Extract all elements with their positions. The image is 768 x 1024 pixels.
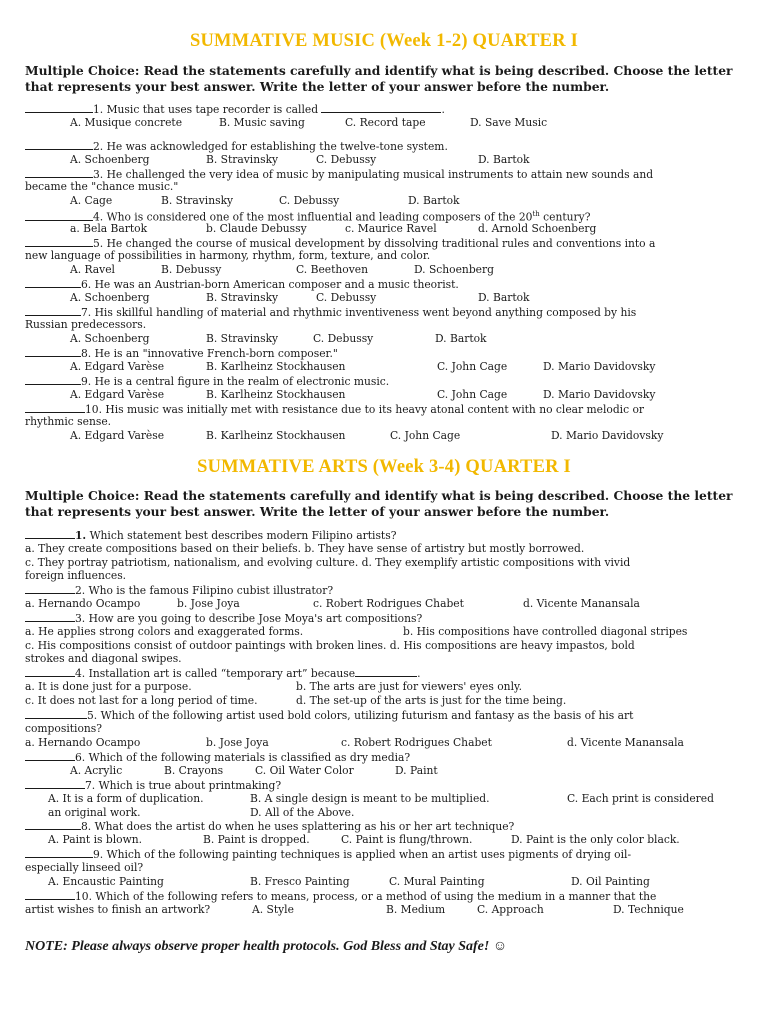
arts-q7-choice-c: C. Each print is considered bbox=[567, 792, 714, 805]
music-q10-choice-b: B. Karlheinz Stockhausen bbox=[206, 429, 346, 442]
arts-q5-line2: compositions? bbox=[25, 722, 102, 735]
arts-q1: 1. Which statement best describes modern Filipino artists? bbox=[25, 528, 396, 542]
arts-instructions: Multiple Choice: Read the statements carefully and identify what is being described. Choose the letter that represents your best answer. Write the letter of your answer before the number. bbox=[25, 488, 733, 519]
music-q5-choice-d: D. Schoenberg bbox=[414, 263, 494, 276]
music-q8-choice-d: D. Mario Davidovsky bbox=[543, 360, 656, 373]
music-q3-choice-b: B. Stravinsky bbox=[161, 194, 234, 207]
arts-q8-choice-c: C. Paint is flung/thrown. bbox=[341, 833, 473, 846]
arts-q9-choice-d: D. Oil Painting bbox=[571, 875, 650, 888]
music-q10-line2: rhythmic sense. bbox=[25, 415, 112, 428]
arts-q6-choice-b: B. Crayons bbox=[164, 764, 224, 777]
music-q6-choice-a: A. Schoenberg bbox=[70, 291, 150, 304]
arts-q8-choice-b: B. Paint is dropped. bbox=[203, 833, 310, 846]
arts-q10-choice-d: D. Technique bbox=[613, 903, 684, 916]
arts-q10-choice-a: A. Style bbox=[252, 903, 294, 916]
arts-q4: 4. Installation art is called “temporary art” because . bbox=[25, 666, 421, 680]
music-q9-choice-b: B. Karlheinz Stockhausen bbox=[206, 388, 346, 401]
arts-q2-choice-a: a. Hernando Ocampo bbox=[25, 597, 141, 610]
arts-q2-choice-b: b. Jose Joya bbox=[177, 597, 240, 610]
health-note: NOTE: Please always observe proper health protocols. God Bless and Stay Safe! ☺ bbox=[25, 939, 508, 954]
arts-q3-line4: strokes and diagonal swipes. bbox=[25, 652, 182, 665]
arts-q7-choice-a: A. It is a form of duplication. bbox=[48, 792, 204, 805]
music-q8: 8. He is an "innovative French-born composer." bbox=[25, 346, 338, 360]
music-q7-choice-a: A. Schoenberg bbox=[70, 332, 150, 345]
arts-q9-choice-b: B. Fresco Painting bbox=[250, 875, 350, 888]
music-q7-choice-c: C. Debussy bbox=[313, 332, 374, 345]
music-q5-choice-b: B. Debussy bbox=[161, 263, 222, 276]
arts-q3-line3: c. His compositions consist of outdoor paintings with broken lines. d. His compositions are heavy impastos, bold bbox=[25, 639, 635, 652]
music-q6-choice-b: B. Stravinsky bbox=[206, 291, 279, 304]
arts-q10-choice-c: C. Approach bbox=[477, 903, 544, 916]
arts-q5-choice-b: b. Jose Joya bbox=[206, 736, 269, 749]
arts-q6-choice-d: D. Paint bbox=[395, 764, 438, 777]
music-instructions: Multiple Choice: Read the statements carefully and identify what is being described. Choose the letter that represents your best answer. Write the letter of your answer before the number. bbox=[25, 63, 733, 94]
music-q9: 9. He is a central figure in the realm of electronic music. bbox=[25, 374, 389, 388]
music-q2-choice-b: B. Stravinsky bbox=[206, 153, 279, 166]
music-q3-choice-a: A. Cage bbox=[70, 194, 113, 207]
music-q2-choice-c: C. Debussy bbox=[316, 153, 377, 166]
music-q7-choice-b: B. Stravinsky bbox=[206, 332, 279, 345]
music-q4-choice-a: a. Bela Bartok bbox=[70, 222, 148, 235]
music-q1-choice-b: B. Music saving bbox=[219, 116, 305, 129]
music-q1: 1. Music that uses tape recorder is called . bbox=[25, 102, 445, 116]
arts-q8: 8. What does the artist do when he uses splattering as his or her art technique? bbox=[25, 819, 514, 833]
music-q8-choice-b: B. Karlheinz Stockhausen bbox=[206, 360, 346, 373]
arts-q5-choice-d: d. Vicente Manansala bbox=[567, 736, 684, 749]
music-q9-choice-a: A. Edgard Varèse bbox=[70, 388, 165, 401]
arts-q6-choice-c: C. Oil Water Color bbox=[255, 764, 354, 777]
arts-q1-line3: c. They portray patriotism, nationalism, and evolving culture. d. They exemplify artistic compositions with vivid bbox=[25, 556, 631, 569]
music-title: SUMMATIVE MUSIC (Week 1-2) QUARTER I bbox=[189, 31, 579, 51]
arts-q9-choice-c: C. Mural Painting bbox=[389, 875, 485, 888]
arts-q4-choice-d: d. The set-up of the arts is just for the time being. bbox=[296, 694, 567, 707]
arts-q8-choice-a: A. Paint is blown. bbox=[48, 833, 143, 846]
arts-q6: 6. Which of the following materials is classified as dry media? bbox=[25, 750, 410, 764]
smiley-icon: ☺ bbox=[492, 939, 508, 954]
music-q2-choice-a: A. Schoenberg bbox=[70, 153, 150, 166]
music-q3-choice-c: C. Debussy bbox=[279, 194, 340, 207]
music-q3-line2: became the "chance music." bbox=[25, 180, 179, 193]
music-q7-line2: Russian predecessors. bbox=[25, 318, 147, 331]
music-q5-line2: new language of possibilities in harmony, rhythm, form, texture, and color. bbox=[25, 249, 431, 262]
music-q3: 3. He challenged the very idea of music by manipulating musical instruments to attain new sounds and bbox=[25, 167, 653, 181]
music-q7: 7. His skillful handling of material and rhythmic inventiveness went beyond anything composed by his bbox=[25, 305, 636, 319]
arts-q10-line2: artist wishes to finish an artwork? bbox=[25, 903, 211, 916]
arts-q1-line2: a. They create compositions based on their beliefs. b. They have sense of artistry but mostly borrowed. bbox=[25, 542, 585, 555]
arts-q4-choice-c: c. It does not last for a long period of time. bbox=[25, 694, 258, 707]
music-q10-choice-c: C. John Cage bbox=[390, 429, 461, 442]
arts-q5-choice-c: c. Robert Rodrigues Chabet bbox=[341, 736, 492, 749]
arts-q5-choice-a: a. Hernando Ocampo bbox=[25, 736, 141, 749]
music-q4-choice-b: b. Claude Debussy bbox=[206, 222, 307, 235]
music-q1-choice-d: D. Save Music bbox=[470, 116, 548, 129]
music-q7-choice-d: D. Bartok bbox=[435, 332, 487, 345]
arts-q2: 2. Who is the famous Filipino cubist illustrator? bbox=[25, 583, 333, 597]
music-q4-choice-d: d. Arnold Schoenberg bbox=[478, 222, 597, 235]
arts-q6-choice-a: A. Acrylic bbox=[70, 764, 123, 777]
arts-q7-choice-d: D. All of the Above. bbox=[250, 806, 355, 819]
music-q2: 2. He was acknowledged for establishing the twelve-tone system. bbox=[25, 139, 448, 153]
music-q8-choice-c: C. John Cage bbox=[437, 360, 508, 373]
arts-q9: 9. Which of the following painting techniques is applied when an artist uses pigments of drying oil- bbox=[25, 847, 631, 861]
music-q6: 6. He was an Austrian-born American composer and a music theorist. bbox=[25, 277, 459, 291]
arts-q3-choice-b: b. His compositions have controlled diagonal stripes bbox=[403, 625, 688, 638]
music-q1-choice-c: C. Record tape bbox=[345, 116, 426, 129]
music-q5-choice-c: C. Beethoven bbox=[296, 263, 368, 276]
music-q6-choice-d: D. Bartok bbox=[478, 291, 530, 304]
music-q4: 4. Who is considered one of the most influential and leading composers of the 20th century? bbox=[25, 208, 590, 224]
arts-q8-choice-d: D. Paint is the only color black. bbox=[511, 833, 680, 846]
arts-q7-choice-b: B. A single design is meant to be multiplied. bbox=[250, 792, 490, 805]
music-q2-choice-d: D. Bartok bbox=[478, 153, 530, 166]
arts-q3-choice-a: a. He applies strong colors and exaggerated forms. bbox=[25, 625, 304, 638]
music-q9-choice-d: D. Mario Davidovsky bbox=[543, 388, 656, 401]
music-q10-choice-d: D. Mario Davidovsky bbox=[551, 429, 664, 442]
arts-q1-line4: foreign influences. bbox=[25, 569, 127, 582]
arts-q4-choice-a: a. It is done just for a purpose. bbox=[25, 680, 192, 693]
arts-q2-choice-d: d. Vicente Manansala bbox=[523, 597, 640, 610]
arts-q7-choice-c-cont: an original work. bbox=[48, 806, 141, 819]
arts-q4-choice-b: b. The arts are just for viewers' eyes only. bbox=[296, 680, 523, 693]
arts-q10: 10. Which of the following refers to means, process, or a method of using the medium in a manner that the bbox=[25, 889, 656, 903]
music-q4-choice-c: c. Maurice Ravel bbox=[345, 222, 437, 235]
music-q5-choice-a: A. Ravel bbox=[70, 263, 115, 276]
arts-q7: 7. Which is true about printmaking? bbox=[25, 778, 281, 792]
arts-q9-choice-a: A. Encaustic Painting bbox=[48, 875, 164, 888]
arts-q5: 5. Which of the following artist used bold colors, utilizing futurism and fantasy as the basis of his art bbox=[25, 708, 633, 722]
arts-q2-choice-c: c. Robert Rodrigues Chabet bbox=[313, 597, 464, 610]
arts-q10-choice-b: B. Medium bbox=[386, 903, 446, 916]
arts-title: SUMMATIVE ARTS (Week 3-4) QUARTER I bbox=[197, 457, 571, 477]
music-q8-choice-a: A. Edgard Varèse bbox=[70, 360, 165, 373]
music-q5: 5. He changed the course of musical development by dissolving traditional rules and conventions into a bbox=[25, 236, 655, 250]
music-q9-choice-c: C. John Cage bbox=[437, 388, 508, 401]
music-q6-choice-c: C. Debussy bbox=[316, 291, 377, 304]
music-q10: 10. His music was initially met with resistance due to its heavy atonal content with no clear melodic or bbox=[25, 402, 644, 416]
music-q10-choice-a: A. Edgard Varèse bbox=[70, 429, 165, 442]
arts-q9-line2: especially linseed oil? bbox=[25, 861, 144, 874]
music-q3-choice-d: D. Bartok bbox=[408, 194, 460, 207]
arts-q3: 3. How are you going to describe Jose Moya's art compositions? bbox=[25, 611, 422, 625]
music-q1-choice-a: A. Musique concrete bbox=[70, 116, 183, 129]
